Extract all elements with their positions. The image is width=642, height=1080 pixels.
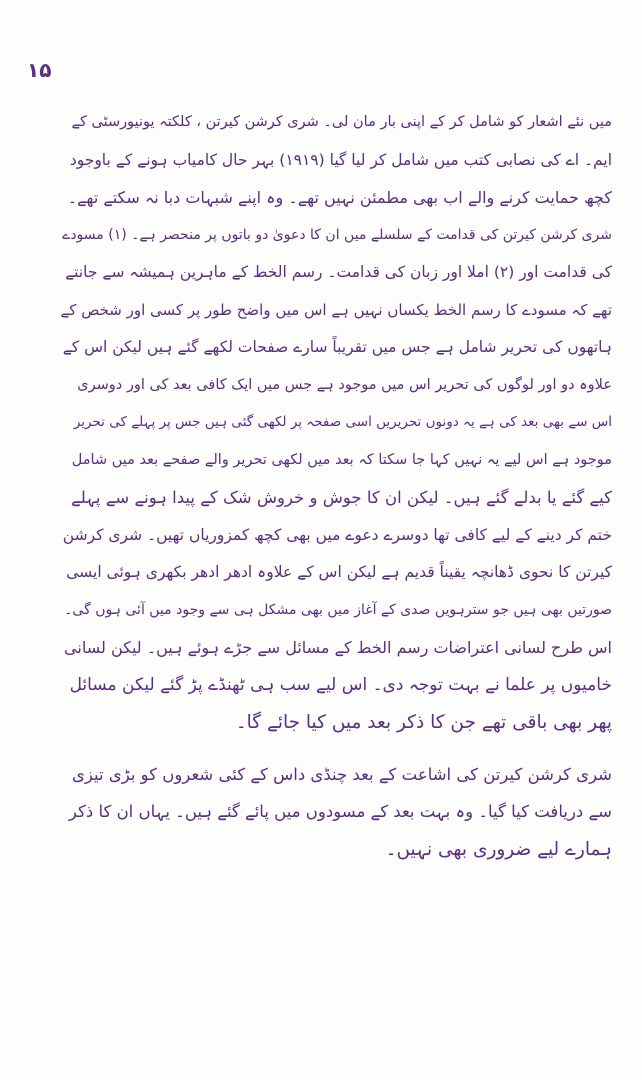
- paragraph-gap: [60, 742, 612, 756]
- text-line: کی قدامت اور (۲) املا اور زبان کی قدامت۔ رسم الخط کے ماہرین ہمیشہ سے جانتے: [65, 263, 612, 281]
- text-line: ہمارے لیے ضروری بھی نہیں۔: [385, 838, 612, 860]
- text-line: پھر بھی باقی تھے جن کا ذکر بعد میں کیا جائے گا۔: [235, 712, 612, 733]
- paragraph: [60, 756, 612, 869]
- text-line: میں نئے اشعار کو شامل کر کے اپنی بار مان لی۔ شری کرشن کیرتن ، کلکتہ یونیورسٹی کے: [71, 114, 612, 130]
- text-line: کچھ حمایت کرنے والے اب بھی مطمئن نہیں تھے۔ وہ اپنے شبہات دبا نہ سکتے تھے۔: [67, 188, 612, 207]
- text-line: ہاتھوں کی تحریر شامل ہے جس میں تقریباً سارے صفحات لکھے گئے ہیں لیکن اس کے: [62, 338, 612, 356]
- text-line: شری کرشن کیرتن کی اشاعت کے بعد چنڈی داس کے کئی شعروں کو بڑی تیزی: [71, 764, 612, 784]
- text-line: ختم کر دینے کے لیے کافی تھا دوسرے دعوے میں بھی کچھ کمزوریاں تھیں۔ شری کرشن: [62, 525, 612, 544]
- text-line: تھے کہ مسودے کا رسم الخط یکساں نہیں ہے اس میں واضح طور پر کسی اور شخص کے: [60, 300, 612, 319]
- text-line: صورتیں بھی ہیں جو سترہویں صدی کے آغاز میں بھی مشکل ہی سے وجود میں آئی ہوں گی۔: [64, 601, 612, 618]
- text-line: خامیوں پر علما نے بہت توجہ دی۔ اس لیے سب ہی ٹھنڈے پڑ گئے لیکن مسائل: [69, 674, 612, 695]
- text-line: ایم۔ اے کی نصابی کتب میں شامل کر لیا گیا (۱۹۱۹) بہر حال کامیاب ہونے کے باوجود: [69, 150, 612, 169]
- page-number: ۱۵: [27, 58, 52, 82]
- text-line: کیے گئے یا بدلے گئے ہیں۔ لیکن ان کا جوش و خروش شک کے پیدا ہونے سے پہلے: [71, 488, 612, 507]
- text-line: اس طرح لسانی اعتراضات رسم الخط کے مسائل سے جڑے ہوئے ہیں۔ لیکن لسانی: [64, 638, 612, 657]
- text-line: سے دریافت کیا گیا۔ وہ بہت بعد کے مسودوں میں پائے گئے ہیں۔ یہاں ان کا ذکر: [68, 802, 612, 821]
- text-line: علاوہ دو اور لوگوں کی تحریر اس میں موجود ہے جس میں ایک کافی بعد کی اور دوسری: [77, 376, 612, 393]
- text-line: اس سے بھی بعد کی ہے یہ دونوں تحریریں اسی صفحہ پر لکھی گئی ہیں جس پر پہلے کی تحریر: [73, 414, 612, 430]
- paragraph: [60, 104, 612, 742]
- text-line: کیرتن کا نحوی ڈھانچہ یقیناً قدیم ہے لیکن اس کے علاوہ ادھر ادھر بکھری ہوئی ایسی: [66, 563, 612, 581]
- text-line: شری کرشن کیرتن کی قدامت کے سلسلے میں ان کا دعویٰ دو باتوں پر منحصر ہے۔ (۱) مسودے: [62, 226, 612, 243]
- text-line: موجود ہے اس لیے یہ نہیں کہا جا سکتا کہ بعد میں لکھی تحریر والے صفحے بعد میں شامل: [71, 451, 612, 468]
- body-text: [60, 104, 612, 868]
